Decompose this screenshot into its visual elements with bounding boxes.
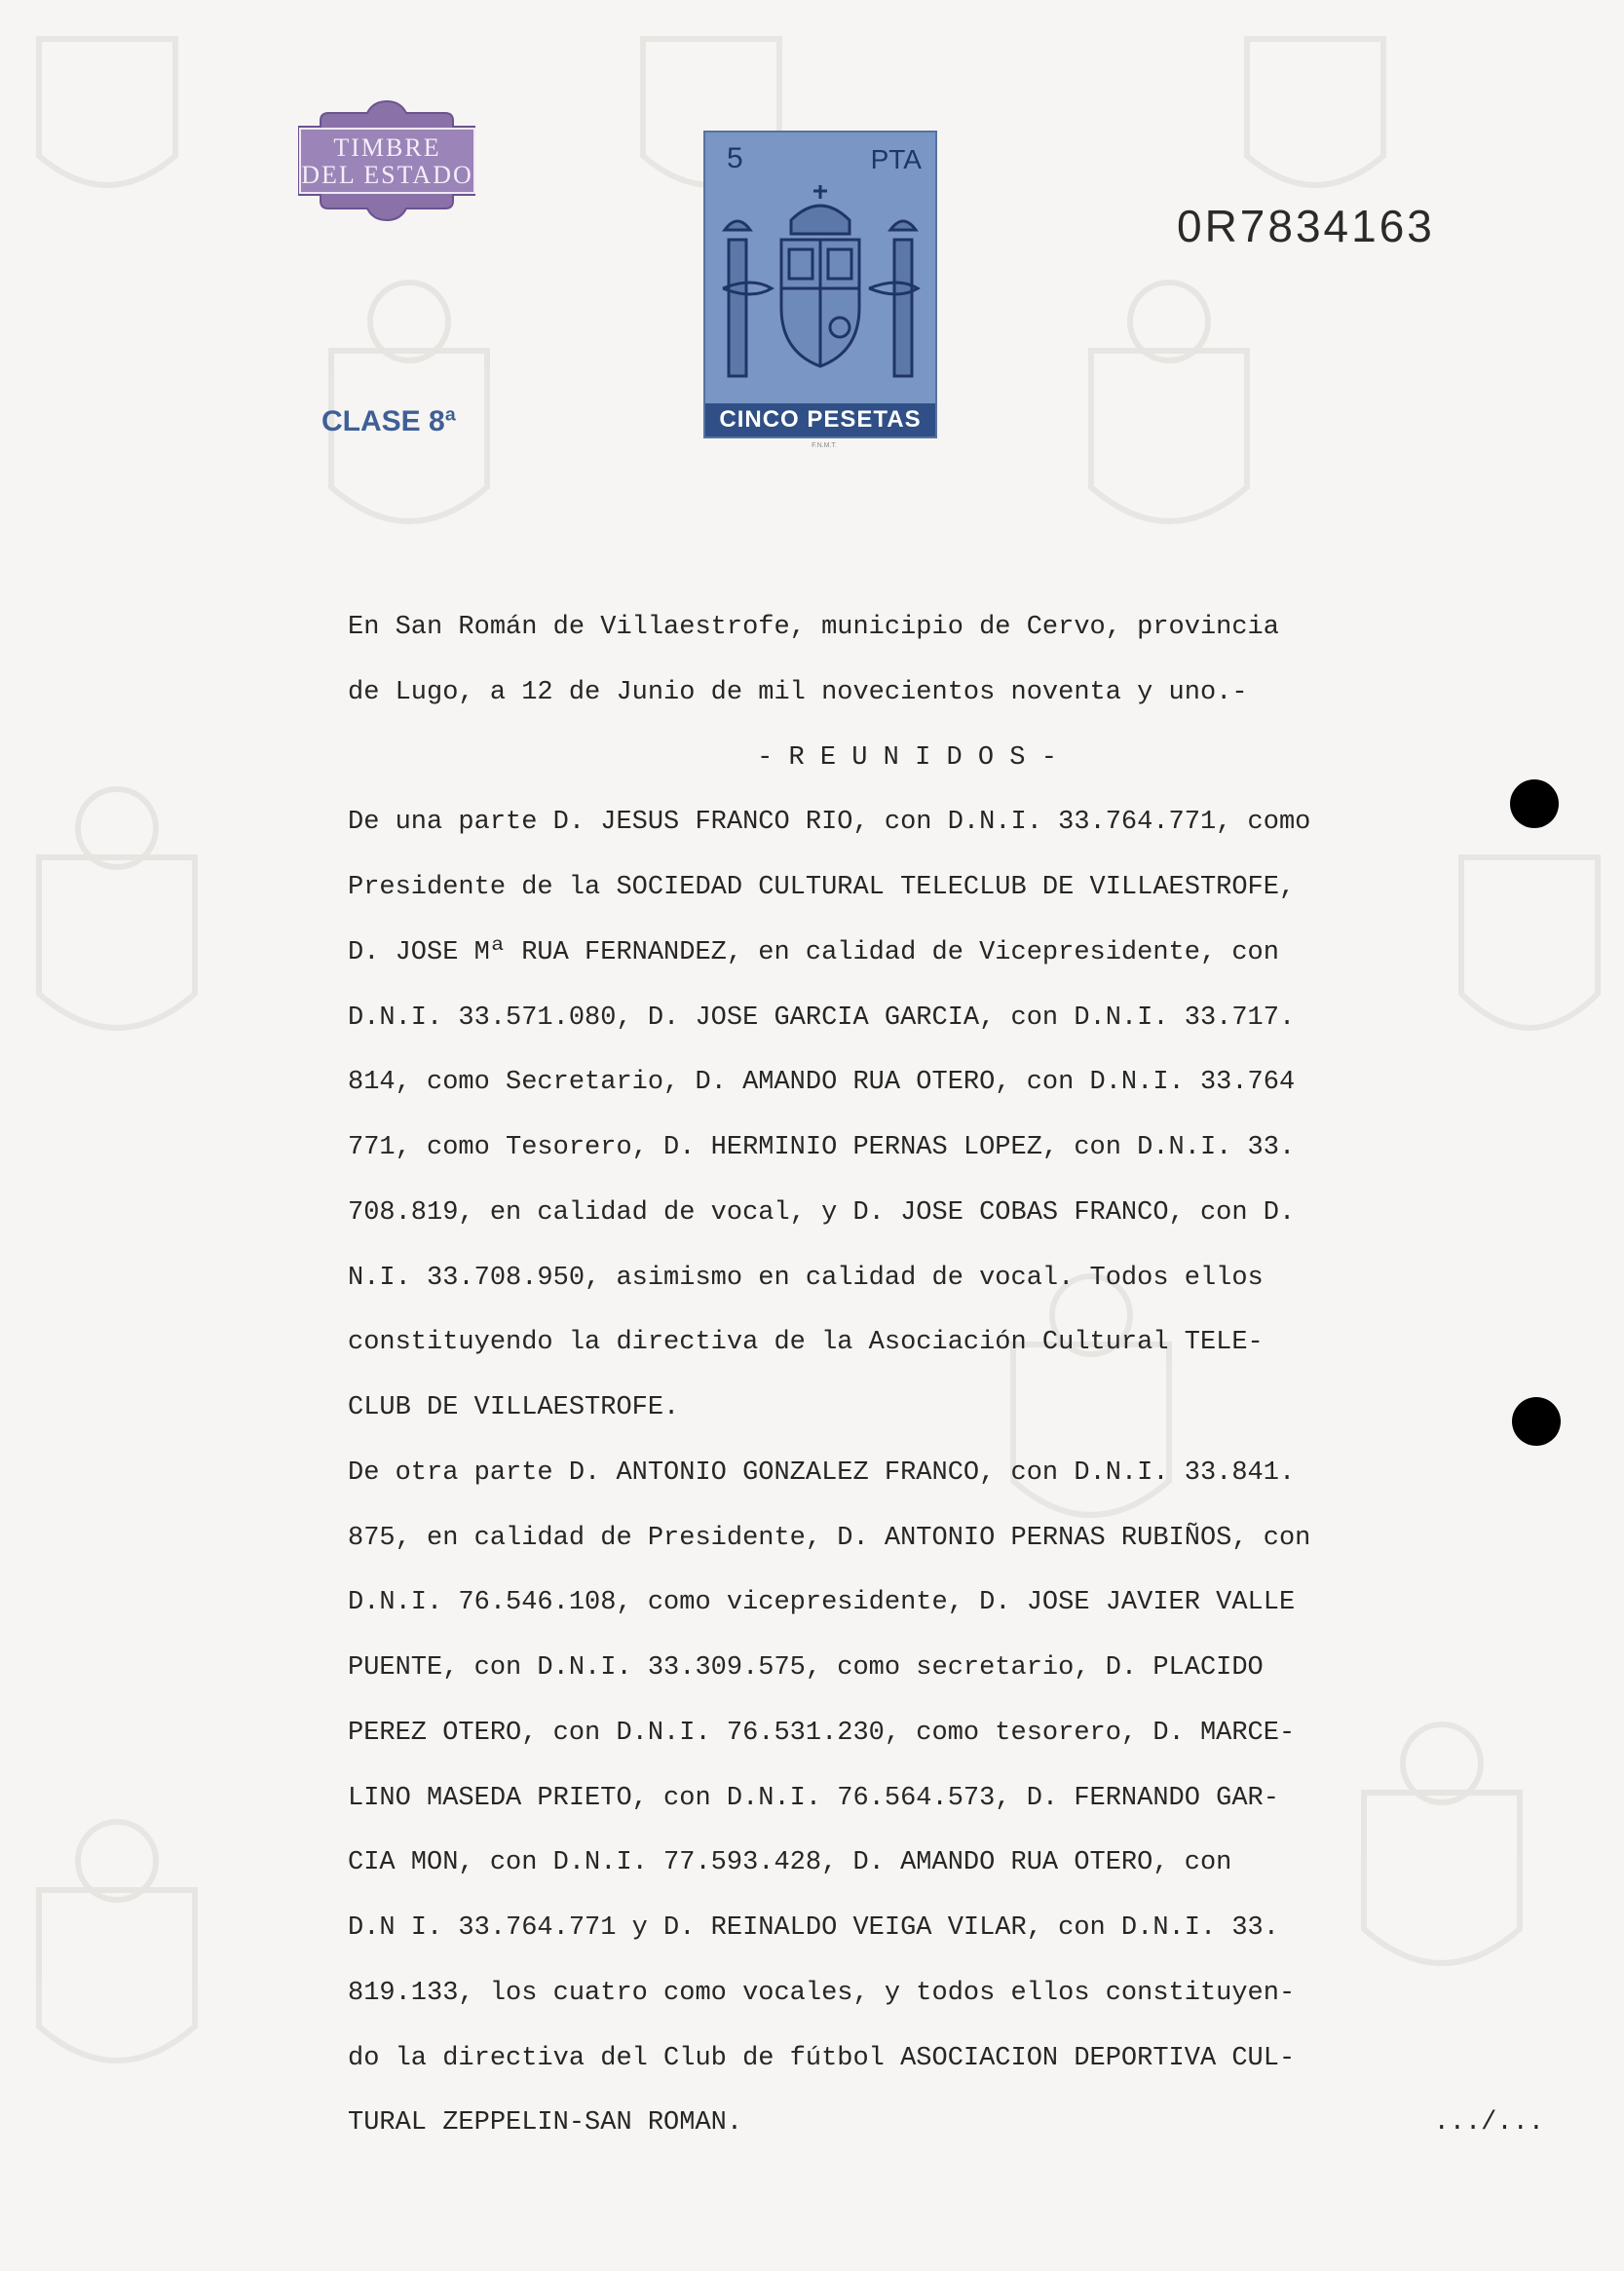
text-line: LINO MASEDA PRIETO, con D.N.I. 76.564.573, D. FERNANDO GAR- [348, 1783, 1279, 1813]
text-line: PEREZ OTERO, con D.N.I. 76.531.230, como tesorero, D. MARCE- [348, 1718, 1296, 1748]
text-line: 814, como Secretario, D. AMANDO RUA OTERO, con D.N.I. 33.764 [348, 1068, 1296, 1098]
timbre-label [292, 134, 482, 189]
text-line: D. JOSE Mª RUA FERNANDEZ, en calidad de Vicepresidente, con [348, 937, 1279, 967]
text-line: 708.819, en calidad de vocal, y D. JOSE COBAS FRANCO, con D. [348, 1197, 1296, 1228]
timbre-line1: TIMBRE [333, 133, 441, 162]
text-line: PUENTE, con D.N.I. 33.309.575, como secretario, D. PLACIDO [348, 1653, 1264, 1683]
text-line: 819.133, los cuatro como vocales, y todos ellos constituyen- [348, 1978, 1296, 2008]
text-line: En San Román de Villaestrofe, municipio de Cervo, provincia [348, 613, 1279, 642]
text-line: CIA MON, con D.N.I. 77.593.428, D. AMANDO RUA OTERO, con [348, 1848, 1232, 1878]
text-line: 875, en calidad de Presidente, D. ANTONIO PERNAS RUBIÑOS, con [348, 1523, 1311, 1553]
text-line: CLUB DE VILLAESTROFE. [348, 1393, 680, 1422]
text-line: TURAL ZEPPELIN-SAN ROMAN. [348, 2108, 743, 2139]
serial-number: 0R7834163 [1177, 201, 1435, 251]
text-line-final [348, 2101, 1544, 2167]
stamp-unit: PTA [870, 144, 922, 174]
coat-of-arms-icon [715, 181, 925, 391]
text-line: do la directiva del Club de fútbol ASOCIACION DEPORTIVA CUL- [348, 2043, 1296, 2073]
text-line: D.N.I. 76.546.108, como vicepresidente, D. JOSE JAVIER VALLE [348, 1588, 1296, 1618]
text-line: De una parte D. JESUS FRANCO RIO, con D.N.I. 33.764.771, como [348, 808, 1311, 838]
text-line: de Lugo, a 12 de Junio de mil novecientos noventa y uno.- [348, 677, 1248, 707]
stamp-printer-mark: F.N.M.T. [812, 442, 837, 449]
stamp-value: 5 [727, 142, 743, 174]
clase-label: CLASE 8ª [321, 405, 456, 437]
text-line: De otra parte D. ANTONIO GONZALEZ FRANCO, con D.N.I. 33.841. [348, 1457, 1296, 1488]
stamp-label: CINCO PESETAS [705, 403, 935, 436]
text-line: Presidente de la SOCIEDAD CULTURAL TELECLUB DE VILLAESTROFE, [348, 873, 1296, 902]
text-line: N.I. 33.708.950, asimismo en calidad de vocal. Todos ellos [348, 1263, 1264, 1293]
text-line: D.N I. 33.764.771 y D. REINALDO VEIGA VILAR, con D.N.I. 33. [348, 1913, 1279, 1943]
document-body [348, 606, 1544, 2167]
timbre-line2: DEL ESTADO [301, 161, 473, 189]
text-line: D.N.I. 33.571.080, D. JOSE GARCIA GARCIA, con D.N.I. 33.717. [348, 1003, 1296, 1033]
text-line: constituyendo la directiva de la Asociación Cultural TELE- [348, 1328, 1264, 1358]
fiscal-stamp [703, 131, 937, 438]
continuation-mark: .../... [1433, 2108, 1544, 2139]
text-line: 771, como Tesorero, D. HERMINIO PERNAS LOPEZ, con D.N.I. 33. [348, 1133, 1296, 1162]
section-heading: - R E U N I D O S - [757, 742, 1057, 773]
